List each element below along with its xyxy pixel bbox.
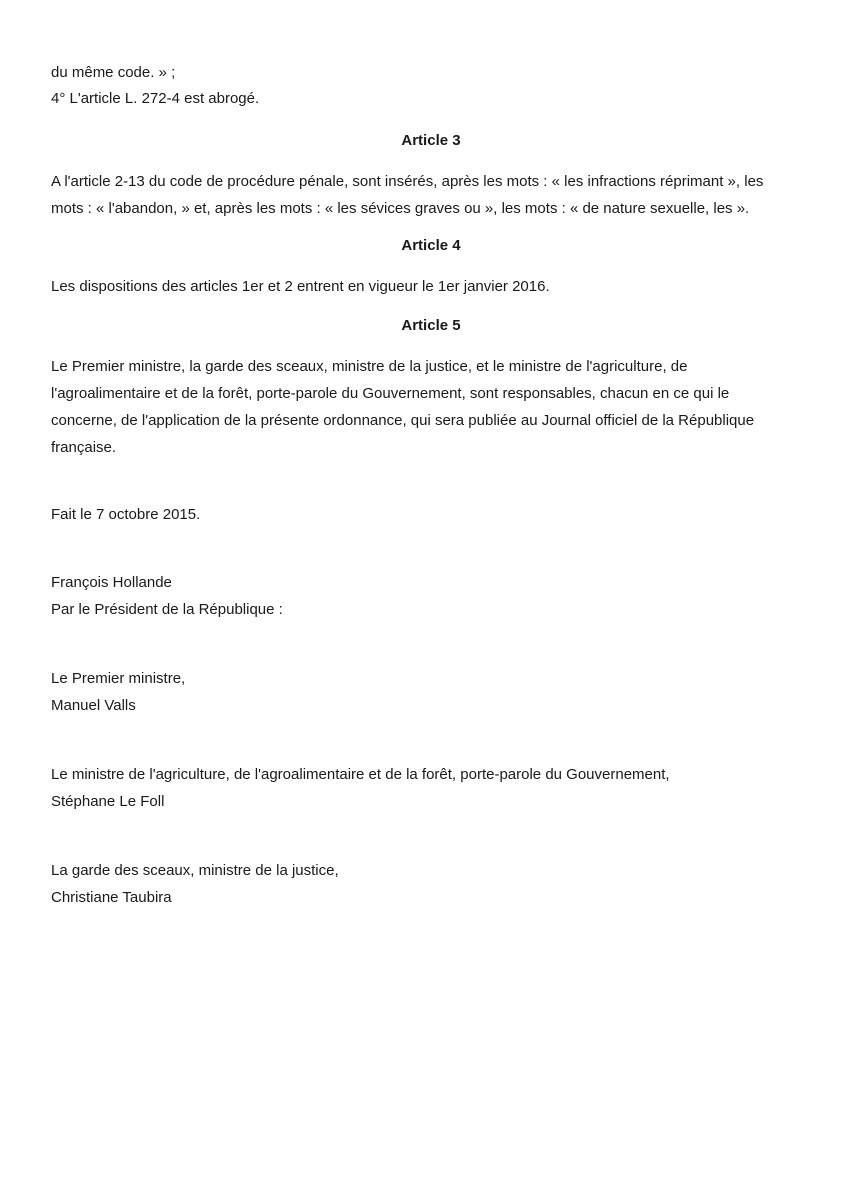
document-page — [51, 60, 811, 911]
article-5-line-3: concerne, de l'application de la présente ordonnance, qui sera publiée au Journal officiel de la République — [51, 412, 755, 429]
article-3-line-2: mots : « l'abandon, » et, après les mots : « les sévices graves ou », les mots : « de nature sexuelle, les ». — [51, 200, 750, 217]
signatory-prime-minister — [51, 665, 811, 719]
article-4-body: Les dispositions des articles 1er et 2 entrent en vigueur le 1er janvier 2016. — [51, 278, 550, 295]
signatory-title: La garde des sceaux, ministre de la justice, — [51, 862, 339, 879]
signatory-name: Manuel Valls — [51, 697, 136, 714]
signature-date: Fait le 7 octobre 2015. — [51, 506, 201, 523]
signatory-justice-minister — [51, 857, 811, 911]
article-3-body — [51, 168, 811, 222]
article-5-line-4: française. — [51, 439, 117, 456]
article-5-line-1: Le Premier ministre, la garde des sceaux, ministre de la justice, et le ministre de l'agriculture, de — [51, 358, 688, 375]
president-signature — [51, 569, 811, 623]
article-5-body — [51, 353, 811, 461]
intro-line-1: du même code. » ; — [51, 64, 176, 81]
signatory-name: Christiane Taubira — [51, 889, 172, 906]
signatory-name: Stéphane Le Foll — [51, 793, 165, 810]
article-4-heading: Article 4 — [401, 237, 461, 254]
signatory-title: Le Premier ministre, — [51, 670, 186, 687]
intro-line-2: 4° L'article L. 272-4 est abrogé. — [51, 90, 260, 107]
article-3-heading: Article 3 — [401, 132, 461, 149]
president-name: François Hollande — [51, 574, 172, 591]
signatory-agriculture-minister — [51, 761, 811, 815]
president-mention: Par le Président de la République : — [51, 601, 283, 618]
article-5-line-2: l'agroalimentaire et de la forêt, porte-parole du Gouvernement, sont responsables, chacun en ce qui le — [51, 385, 730, 402]
article-5-heading: Article 5 — [401, 317, 461, 334]
article-3-line-1: A l'article 2-13 du code de procédure pénale, sont insérés, après les mots : « les infractions réprimant », les — [51, 173, 764, 190]
signatory-title: Le ministre de l'agriculture, de l'agroalimentaire et de la forêt, porte-parole du Gouvernement, — [51, 766, 670, 783]
